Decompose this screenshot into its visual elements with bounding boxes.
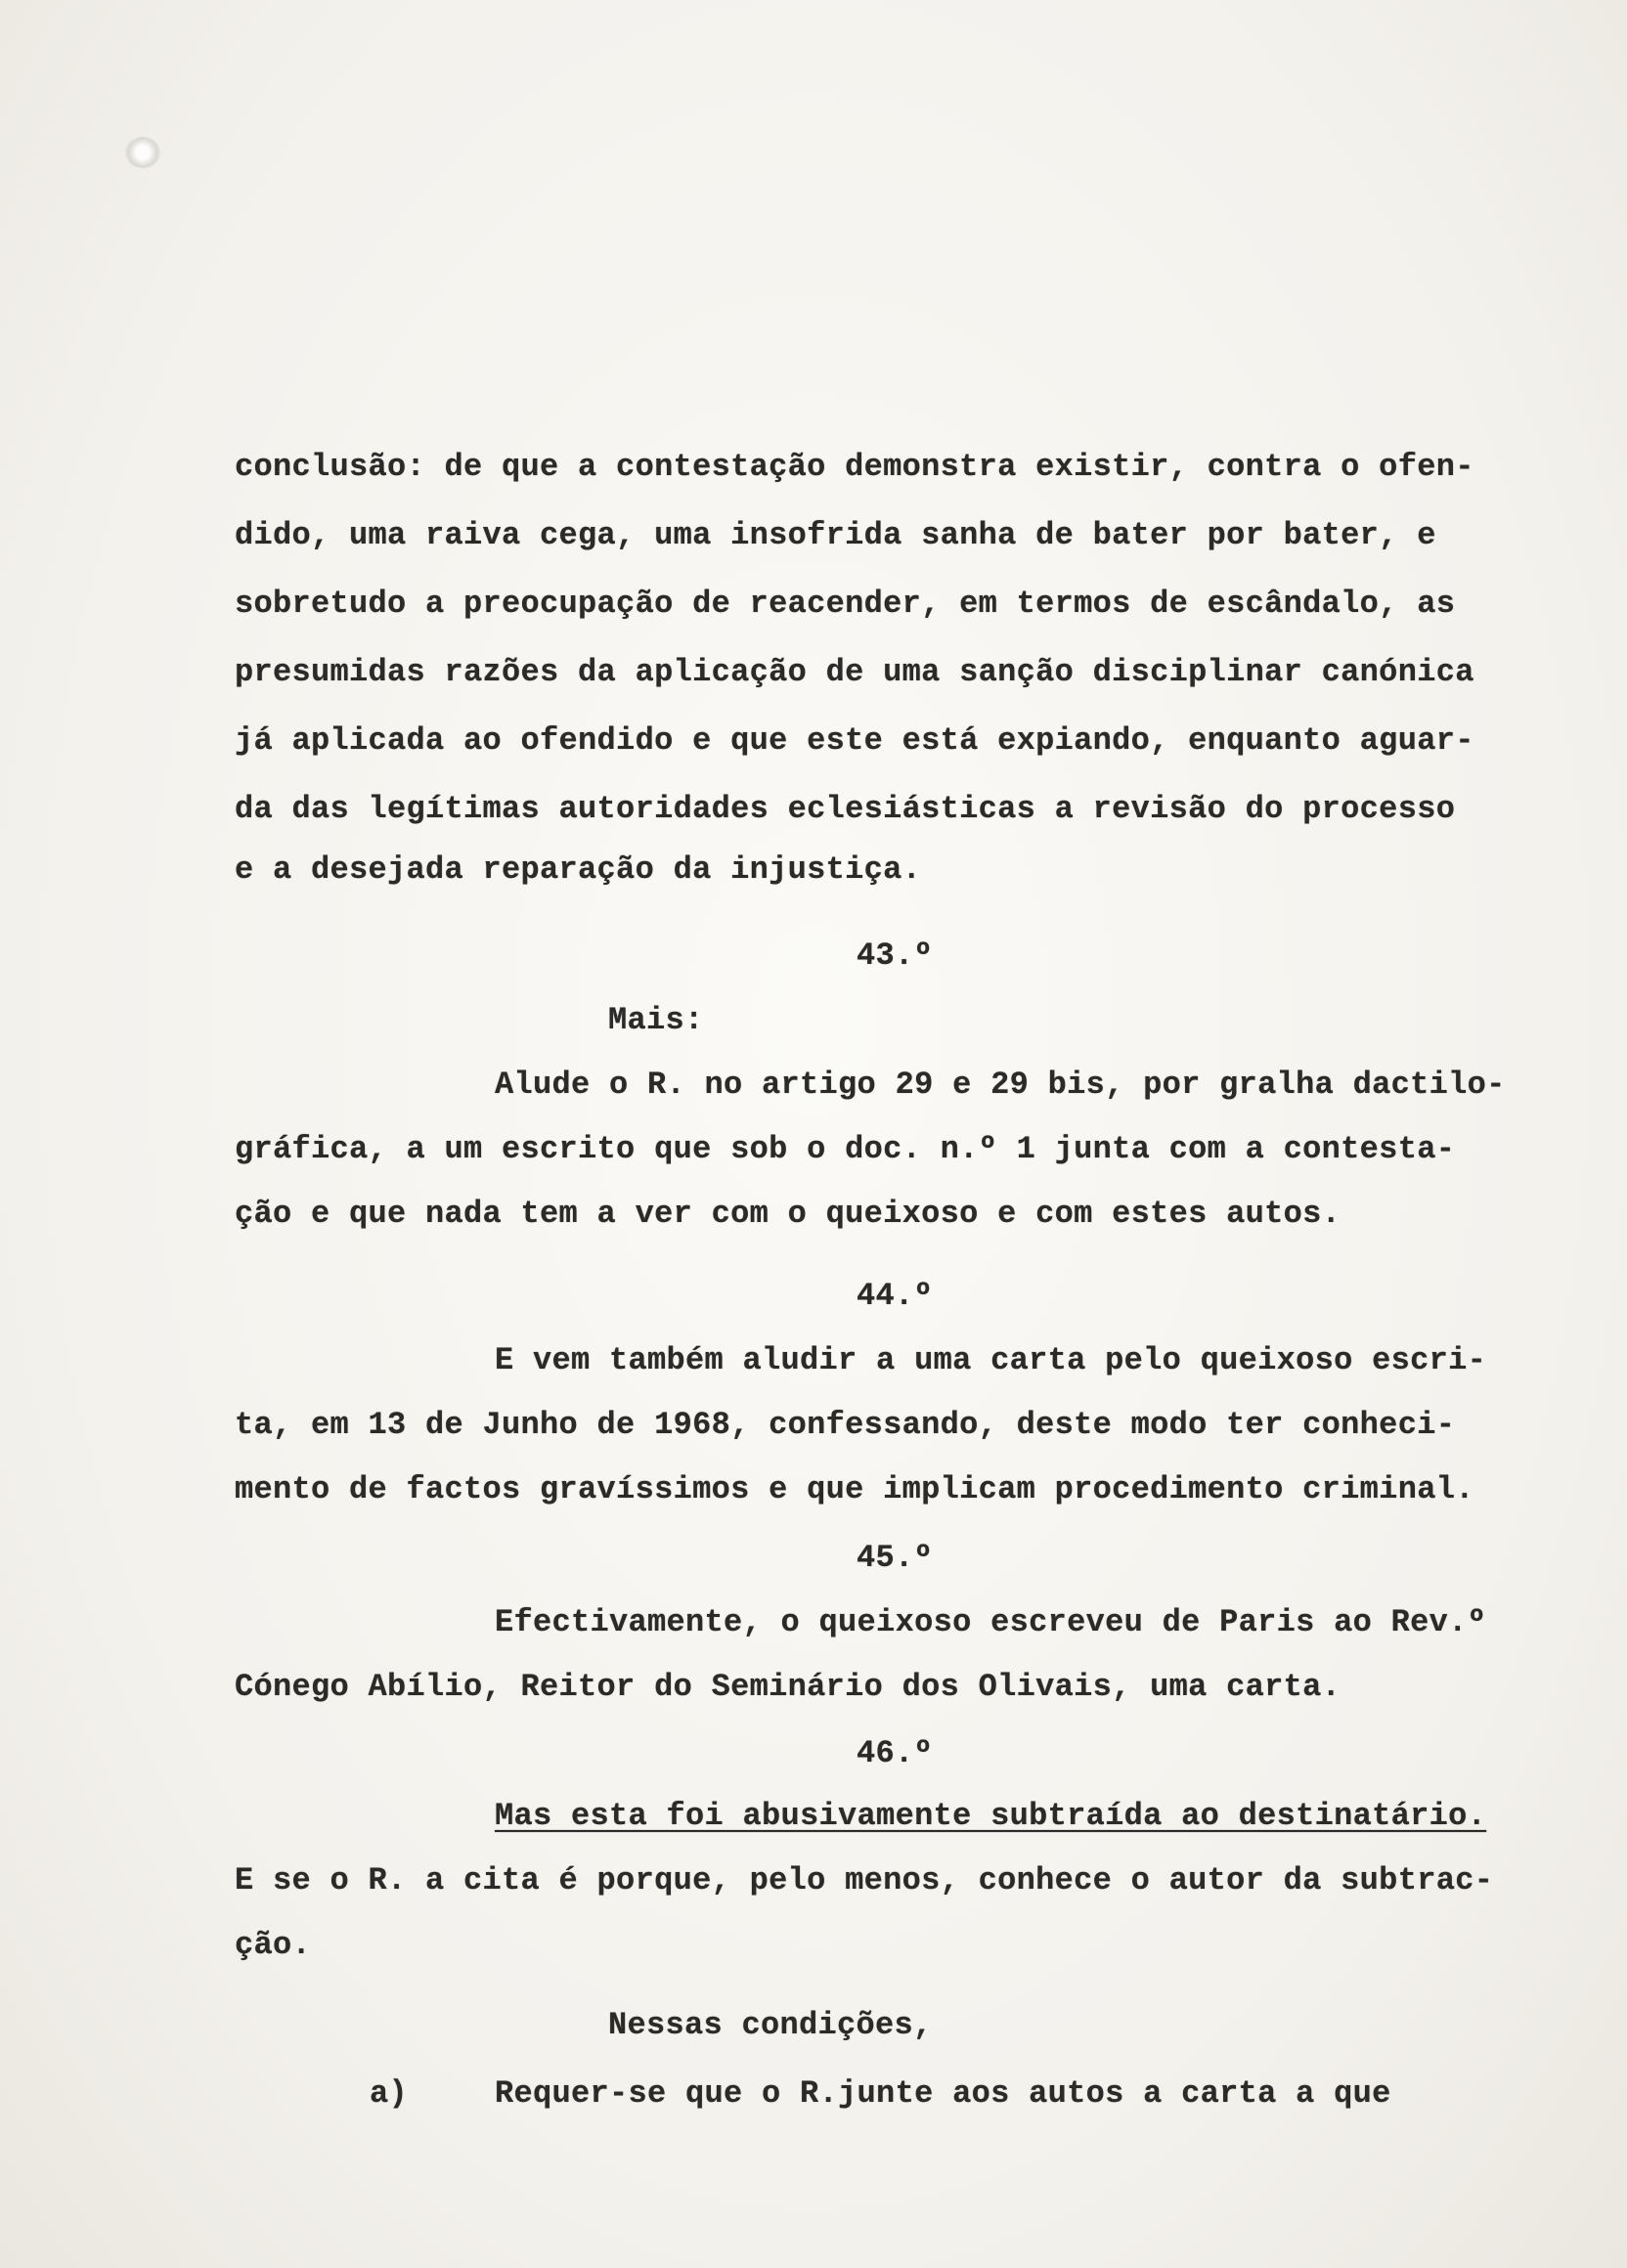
article-line: Alude o R. no artigo 29 e 29 bis, por gralha dactilo- (495, 1067, 1506, 1103)
body-line: da das legítimas autoridades eclesiásticas a revisão do processo (235, 791, 1456, 827)
article-line: ta, em 13 de Junho de 1968, confessando, deste modo ter conheci- (235, 1407, 1456, 1443)
item-label: a) (370, 2075, 409, 2112)
article-number: 43.º (857, 938, 934, 974)
article-intro: Mais: (608, 1002, 704, 1038)
article-line: Cónego Abílio, Reitor do Seminário dos Olivais, uma carta. (235, 1669, 1341, 1705)
article-number: 45.º (857, 1540, 934, 1576)
underlined-statement: Mas esta foi abusivamente subtraída ao destinatário. (495, 1798, 1487, 1834)
article-number: 46.º (857, 1735, 934, 1771)
article-line: Efectivamente, o queixoso escreveu de Paris ao Rev.º (495, 1604, 1487, 1640)
article-line: E se o R. a cita é porque, pelo menos, conhece o autor da subtrac- (235, 1862, 1494, 1898)
article-number: 44.º (857, 1278, 934, 1314)
article-line: ção e que nada tem a ver com o queixoso e com estes autos. (235, 1196, 1341, 1232)
conditions-heading: Nessas condições, (608, 2007, 933, 2043)
body-line: sobretudo a preocupação de reacender, em termos de escândalo, as (235, 586, 1456, 622)
article-line: gráfica, a um escrito que sob o doc. n.º 1 junta com a contesta- (235, 1131, 1456, 1167)
body-line: e a desejada reparação da injustiça. (235, 851, 922, 888)
body-line: presumidas razões da aplicação de uma sanção disciplinar canónica (235, 654, 1474, 690)
article-line: E vem também aludir a uma carta pelo queixoso escri- (495, 1342, 1487, 1378)
article-line: mento de factos gravíssimos e que implicam procedimento criminal. (235, 1471, 1474, 1507)
article-line: ção. (235, 1927, 312, 1963)
item-text: Requer-se que o R.junte aos autos a carta a que (495, 2075, 1391, 2112)
punch-hole-mark (125, 137, 160, 168)
body-line: conclusão: de que a contestação demonstra existir, contra o ofen- (235, 449, 1474, 485)
body-line: já aplicada ao ofendido e que este está expiando, enquanto aguar- (235, 722, 1474, 759)
body-line: dido, uma raiva cega, uma insofrida sanha de bater por bater, e (235, 517, 1436, 553)
